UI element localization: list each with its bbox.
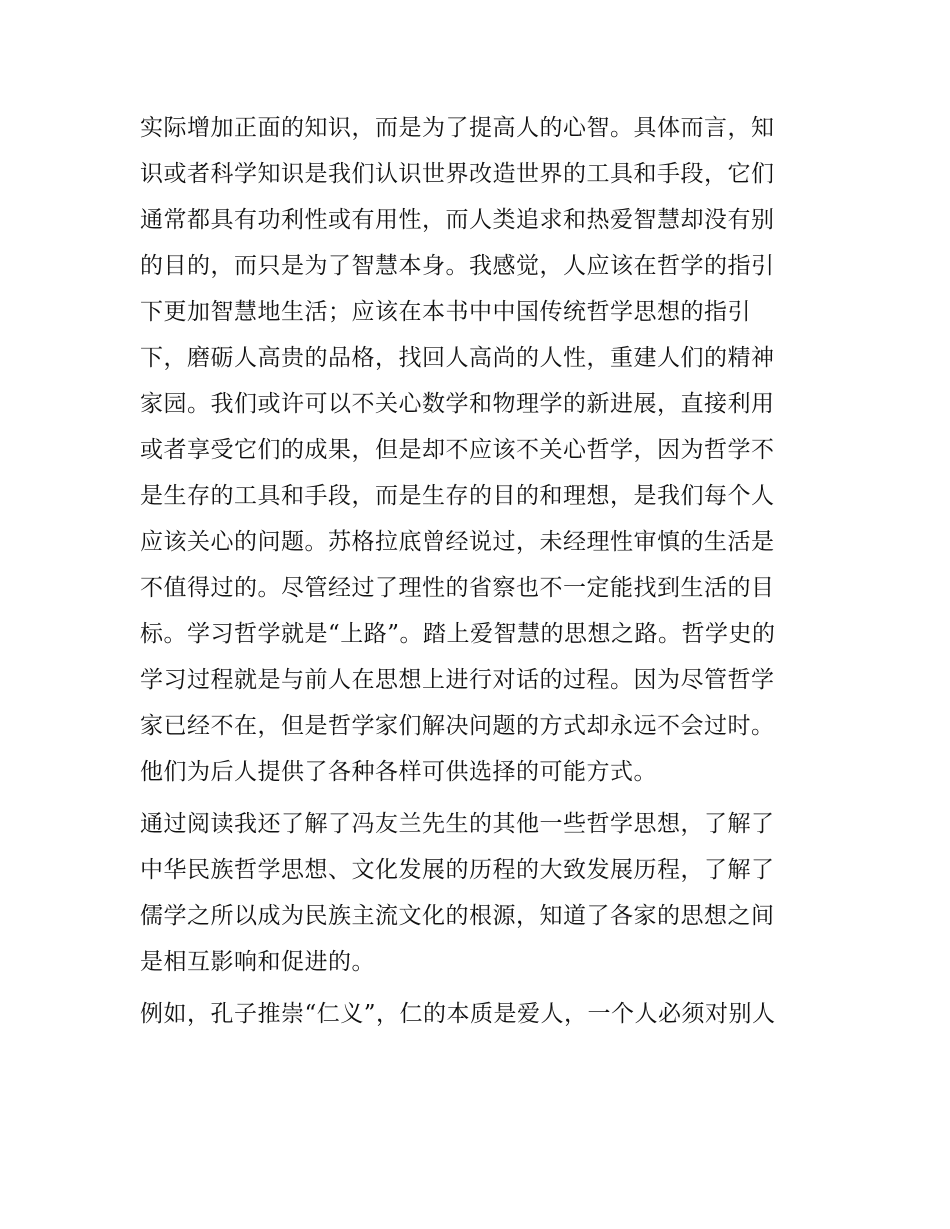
text-line: 识或者科学知识是我们认识世界改造世界的工具和手段，它们 [140,161,775,187]
text-line: 的目的，而只是为了智慧本身。我感觉，人应该在哲学的指引 [140,253,775,279]
text-line: 儒学之所以成为民族主流文化的根源，知道了各家的思想之间 [140,903,775,929]
text-line: 是相互影响和促进的。 [140,949,375,975]
text-line: 下更加智慧地生活；应该在本书中中国传统哲学思想的指引 [140,299,751,325]
text-line: 应该关心的问题。苏格拉底曾经说过，未经理性审慎的生活是 [140,529,775,555]
paragraph [140,105,820,795]
text-line: 学习过程就是与前人在思想上进行对话的过程。因为尽管哲学 [140,667,775,693]
text-line: 实际增加正面的知识，而是为了提高人的心智。具体而言，知 [140,115,775,141]
text-line: 通过阅读我还了解了冯友兰先生的其他一些哲学思想，了解了 [140,811,775,837]
text-line: 他们为后人提供了各种各样可供选择的可能方式。 [140,759,657,785]
text-line: 家园。我们或许可以不关心数学和物理学的新进展，直接利用 [140,391,775,417]
text-line: 中华民族哲学思想、文化发展的历程的大致发展历程，了解了 [140,857,775,883]
text-line: 标。学习哲学就是“上路”。踏上爱智慧的思想之路。哲学史的 [140,621,776,647]
text-line: 家已经不在，但是哲学家们解决问题的方式却永远不会过时。 [140,713,775,739]
text-line: 例如，孔子推崇“仁义”，仁的本质是爱人，一个人必须对别人 [140,1001,776,1027]
paragraph [140,991,820,1037]
text-line: 通常都具有功利性或有用性，而人类追求和热爱智慧却没有别 [140,207,775,233]
document-body [140,105,820,1037]
text-line: 不值得过的。尽管经过了理性的省察也不一定能找到生活的目 [140,575,775,601]
text-line: 或者享受它们的成果，但是却不应该不关心哲学，因为哲学不 [140,437,775,463]
text-line: 下，磨砺人高贵的品格，找回人高尚的人性，重建人们的精神 [140,345,775,371]
text-line: 是生存的工具和手段，而是生存的目的和理想，是我们每个人 [140,483,775,509]
paragraph [140,801,820,985]
